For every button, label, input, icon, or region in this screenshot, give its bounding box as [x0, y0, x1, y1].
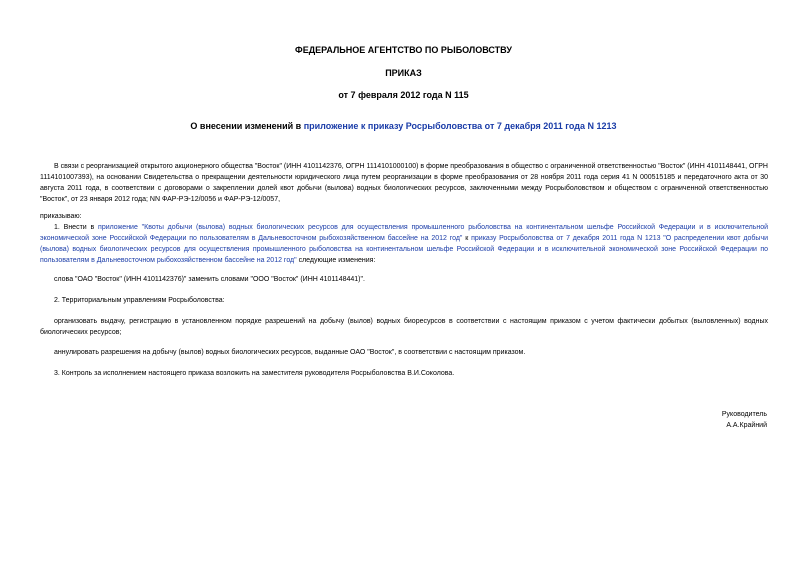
- order-word: приказываю:: [40, 213, 82, 220]
- agency-name: ФЕДЕРАЛЬНОЕ АГЕНТСТВО ПО РЫБОЛОВСТВУ: [295, 45, 512, 55]
- replace-paragraph: слова "ОАО "Восток" (ИНН 4101142376)" заменить словами "ООО "Восток" (ИНН 4101148441)".: [54, 276, 365, 283]
- document-type: ПРИКАЗ: [385, 68, 422, 78]
- subject-link[interactable]: приложение к приказу Росрыболовства от 7 декабря 2011 года N 1213: [303, 121, 617, 131]
- item-1-appendix-link[interactable]: приложение "Квоты добычи (вылова) водных биологических ресурсов для осуществления промышленного рыболовства на континентальном шельфе Российской Федерации и в исключительной экономической зоне Российской Федерации по пользователям в Дальневосточном рыбохозяйственном бассейне на 2012 год": [40, 224, 769, 242]
- annul-paragraph: аннулировать разрешения на добычу (вылов) водных биологических ресурсов, выданные ОАО "Восток", в соответствии с настоящим приказом.: [54, 349, 526, 356]
- item-3-paragraph: 3. Контроль за исполнением настоящего приказа возложить на заместителя руководителя Росрыболовства В.И.Соколова.: [54, 370, 455, 377]
- item-1-suffix: следующие изменения:: [296, 257, 376, 264]
- subject-prefix: О внесении изменений в: [190, 121, 304, 131]
- document-subject: [0, 121, 807, 131]
- preamble-paragraph: В связи с реорганизацией открытого акционерного общества "Восток" (ИНН 4101142376, ОГРН 1114101000100) в форме преобразования в общество с ограниченной ответственностью "Восток" (ИНН 4101148441, ОГРН 1114101007393), на основании Свидетельства о прекращении деятельности юридического лица путем реорганизации в форме преобразования от 28 ноября 2011 года серия 41 N 000515185 и передаточного акта от 30 августа 2011 года, в соответствии с договорами о закреплении долей квот добычи (вылова) водных биологических ресурсов, заключенными между Росрыболовством и обществом с ограниченной ответственностью "Восток", от 23 января 2012 года; NN ФАР-РЭ-12/0056 и ФАР-РЭ-12/0057,: [40, 163, 768, 203]
- item-1-mid: к: [462, 235, 472, 242]
- item-2-paragraph: 2. Территориальным управлениям Росрыболовства:: [54, 297, 225, 304]
- signature-title: Руководитель: [721, 411, 767, 418]
- item-1-paragraph: [40, 222, 768, 266]
- organize-paragraph: организовать выдачу, регистрацию в установленном порядке разрешений на добычу (вылов) водных биоресурсов в соответствии с настоящим приказом с учетом фактически добытых (выловленных) водных биологических ресурсов;: [40, 318, 768, 336]
- item-1-prefix: 1. Внести в: [54, 224, 99, 231]
- item-1-order-link[interactable]: приказу Росрыболовства от 7 декабря 2011 года N 1213 "О распределении квот добычи (вылова) водных биологических ресурсов для осуществления промышленного рыболовства на континентальном шельфе Российской Федерации и в исключительной экономической зоне Российской Федерации по пользователям в Дальневосточном рыбохозяйственном бассейне на 2012 год": [40, 235, 768, 264]
- document-date-number: от 7 февраля 2012 года N 115: [338, 90, 469, 100]
- signature-name: А.А.Крайний: [726, 422, 767, 429]
